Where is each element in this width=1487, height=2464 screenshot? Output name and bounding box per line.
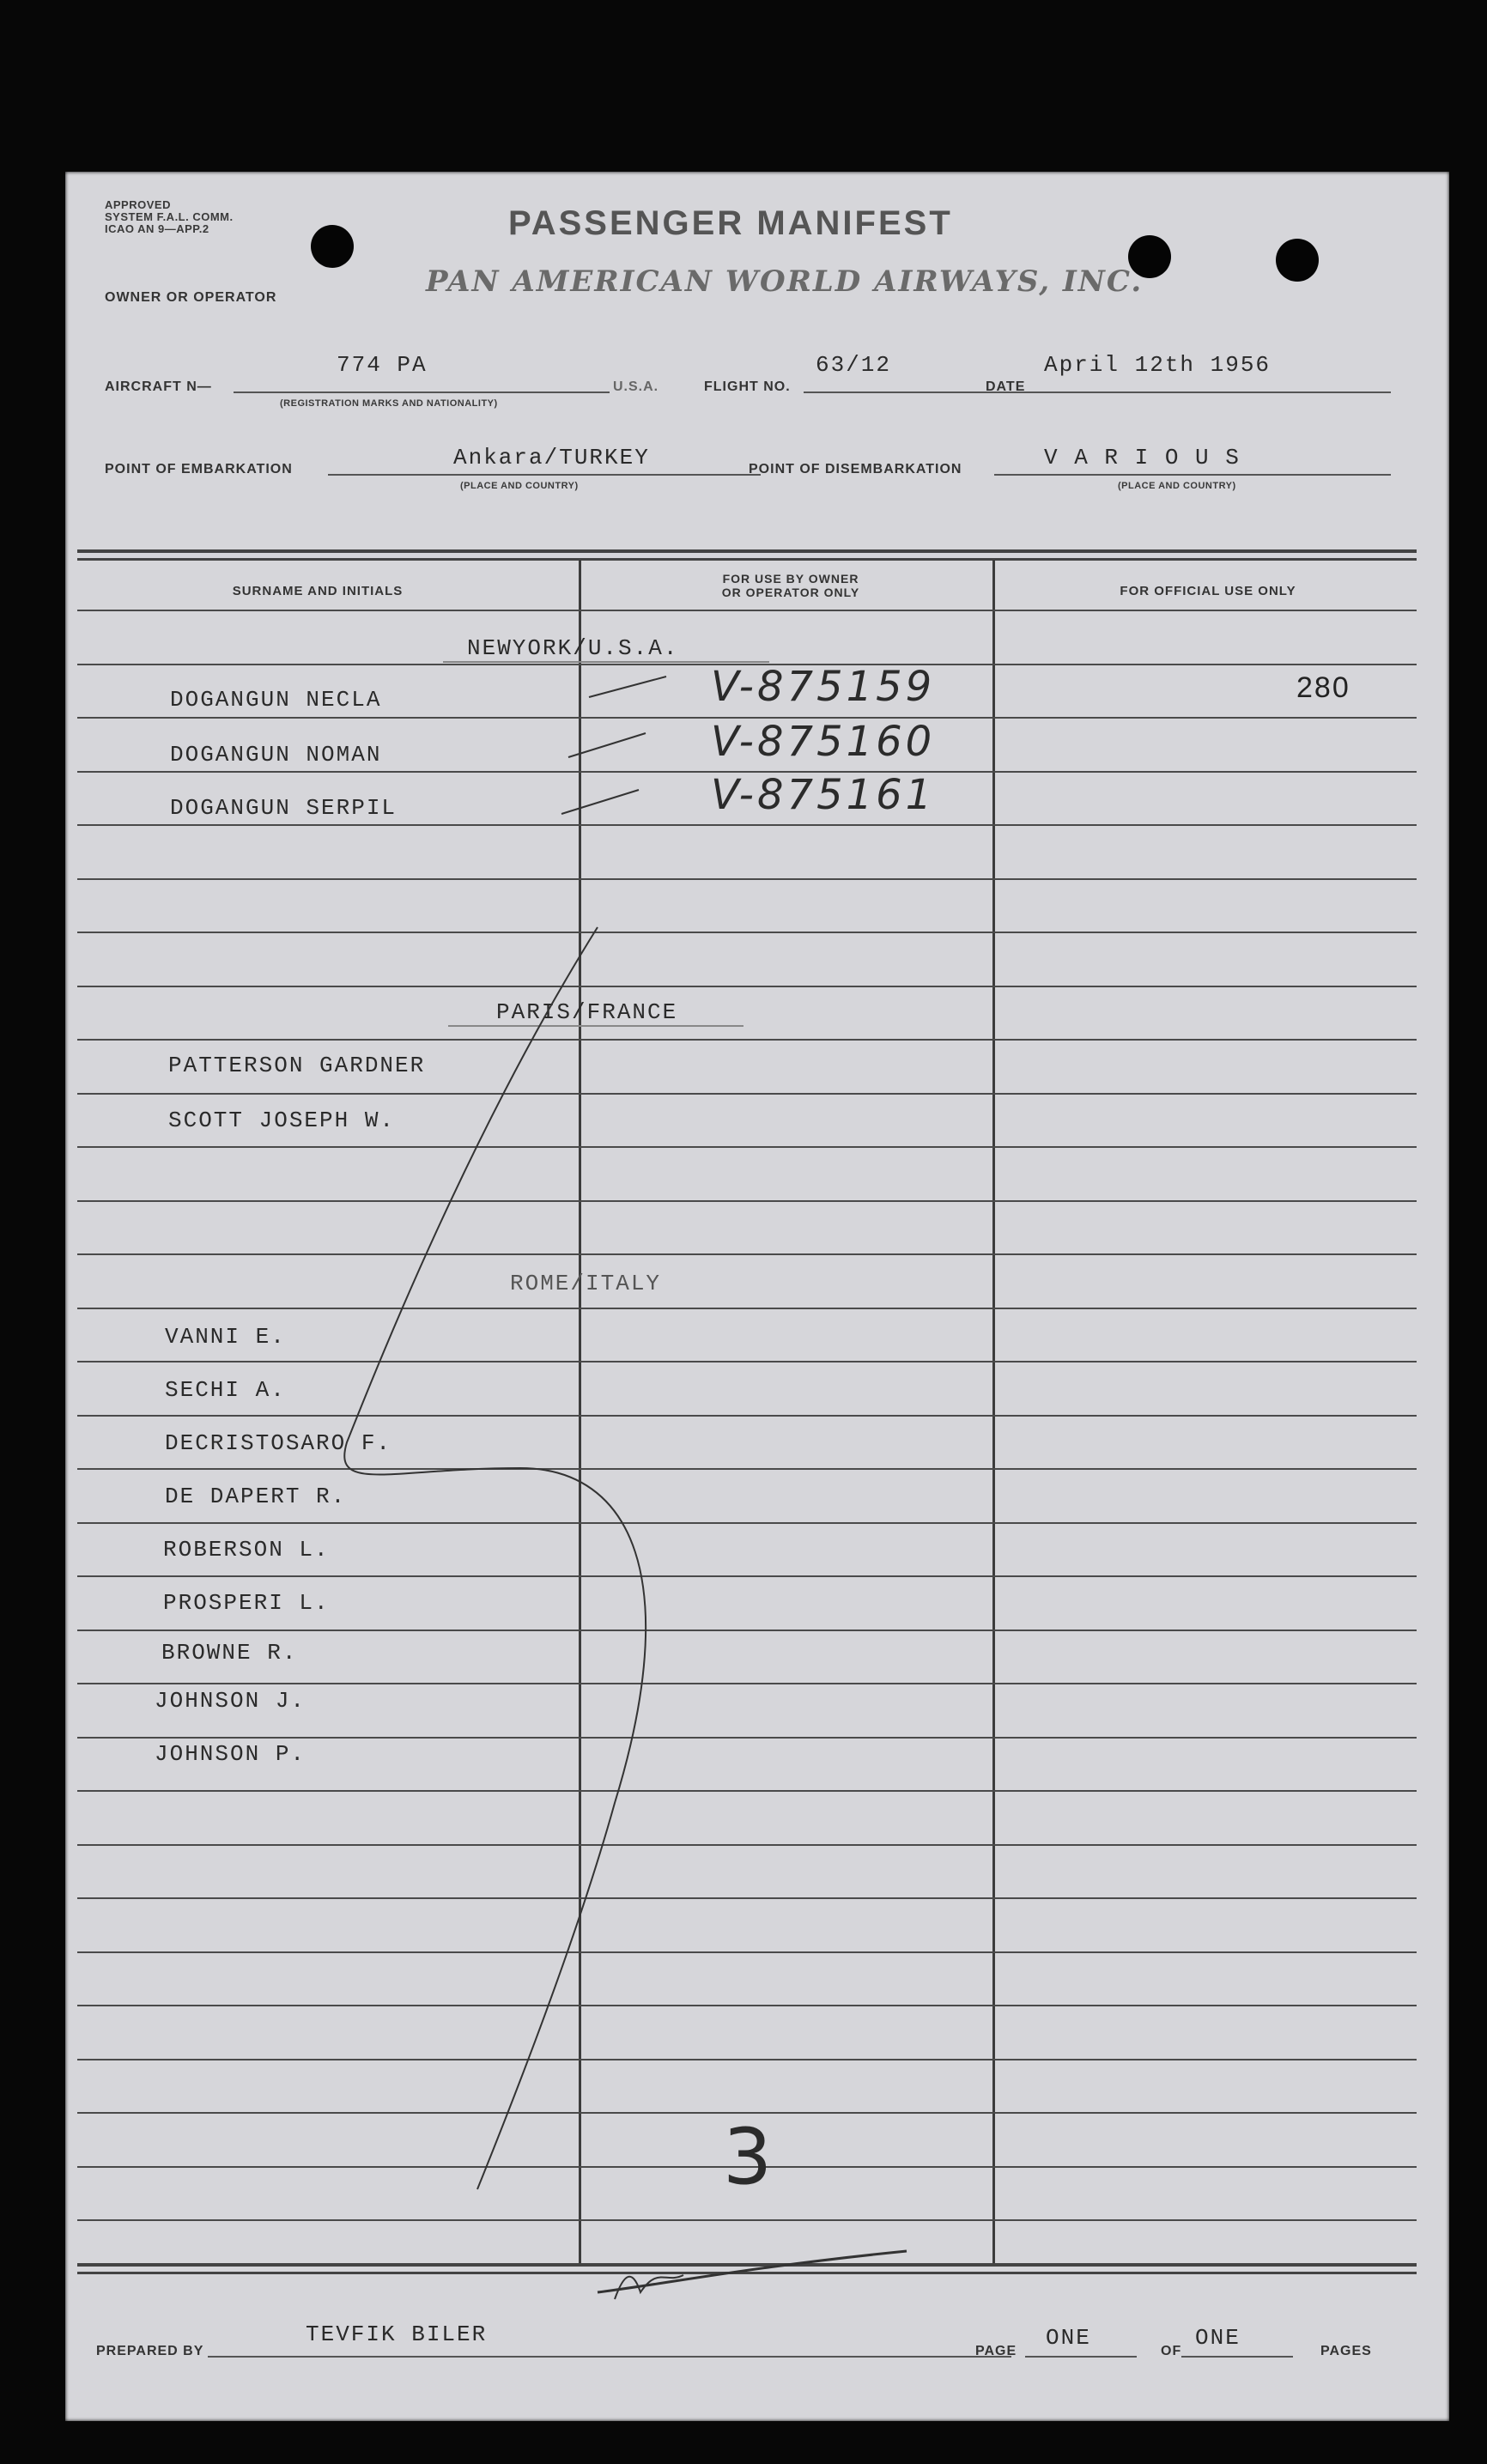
passenger-ticket: V-875159 <box>711 663 936 711</box>
disembarkation-label: POINT OF DISEMBARKATION <box>749 462 962 476</box>
passenger-ticket: V-875161 <box>711 771 936 819</box>
embarkation-caption: (PLACE AND COUNTRY) <box>460 481 579 491</box>
passenger-name: VANNI E. <box>165 1324 286 1350</box>
passenger-name: DOGANGUN NOMAN <box>170 742 382 768</box>
passenger-name: DE DAPERT R. <box>165 1484 347 1509</box>
pages-label: PAGES <box>1320 2344 1372 2358</box>
passenger-ticket: V-875160 <box>711 718 936 766</box>
passenger-name: JOHNSON P. <box>155 1741 307 1767</box>
disembarkation-value: V A R I O U S <box>1044 445 1241 470</box>
aircraft-caption: (REGISTRATION MARKS AND NATIONALITY) <box>280 398 498 409</box>
passenger-name: SCOTT JOSEPH W. <box>168 1108 396 1133</box>
usa-label: U.S.A. <box>613 379 659 394</box>
aircraft-label: AIRCRAFT N— <box>105 379 212 394</box>
passenger-name: DECRISTOSARO F. <box>165 1430 392 1456</box>
page-value: ONE <box>1046 2325 1091 2351</box>
section-destination-paris: PARIS/FRANCE <box>496 999 678 1025</box>
of-label: OF <box>1161 2344 1182 2358</box>
page-title: PASSENGER MANIFEST <box>508 204 953 242</box>
passenger-name: ROBERSON L. <box>163 1537 330 1563</box>
passenger-name: DOGANGUN SERPIL <box>170 795 398 821</box>
aircraft-value: 774 PA <box>337 352 428 378</box>
company-name: PAN AMERICAN WORLD AIRWAYS, INC. <box>426 264 1144 299</box>
section-destination-newyork: NEWYORK/U.S.A. <box>467 635 679 661</box>
date-value: April 12th 1956 <box>1044 352 1272 378</box>
passenger-name: JOHNSON J. <box>155 1688 307 1714</box>
passenger-name: PROSPERI L. <box>163 1590 330 1616</box>
flight-label: FLIGHT NO. <box>704 379 791 394</box>
embarkation-value: Ankara/TURKEY <box>453 445 650 470</box>
column-header-surname: SURNAME AND INITIALS <box>232 584 404 598</box>
disembarkation-caption: (PLACE AND COUNTRY) <box>1118 481 1236 491</box>
handwritten-count: 3 <box>723 2112 776 2202</box>
date-label: DATE <box>986 379 1026 394</box>
section-destination-rome: ROME/ITALY <box>510 1271 662 1296</box>
approval-line-2: SYSTEM F.A.L. COMM. <box>105 210 234 223</box>
passenger-name: PATTERSON GARDNER <box>168 1053 426 1078</box>
owner-label: OWNER OR OPERATOR <box>105 290 277 305</box>
approval-line-3: ICAO AN 9—APP.2 <box>105 222 209 235</box>
column-header-official-use: FOR OFFICIAL USE ONLY <box>1120 584 1296 598</box>
passenger-name: BROWNE R. <box>161 1640 298 1666</box>
passenger-name: SECHI A. <box>165 1377 286 1403</box>
passenger-name: DOGANGUN NECLA <box>170 687 382 713</box>
page-label: PAGE <box>975 2344 1017 2358</box>
flight-value: 63/12 <box>816 352 892 378</box>
handwritten-marks <box>65 172 1449 2421</box>
approval-line-1: APPROVED <box>105 198 171 211</box>
of-value: ONE <box>1195 2325 1241 2351</box>
prepared-by-value: TEVFIK BILER <box>306 2321 488 2347</box>
manifest-sheet <box>65 172 1449 2421</box>
owner-use-line-2: OR OPERATOR ONLY <box>721 586 860 599</box>
prepared-by-label: PREPARED BY <box>96 2344 204 2358</box>
official-use-value: 280 <box>1296 671 1350 704</box>
embarkation-label: POINT OF EMBARKATION <box>105 462 293 476</box>
owner-use-line-1: FOR USE BY OWNER <box>722 572 859 586</box>
